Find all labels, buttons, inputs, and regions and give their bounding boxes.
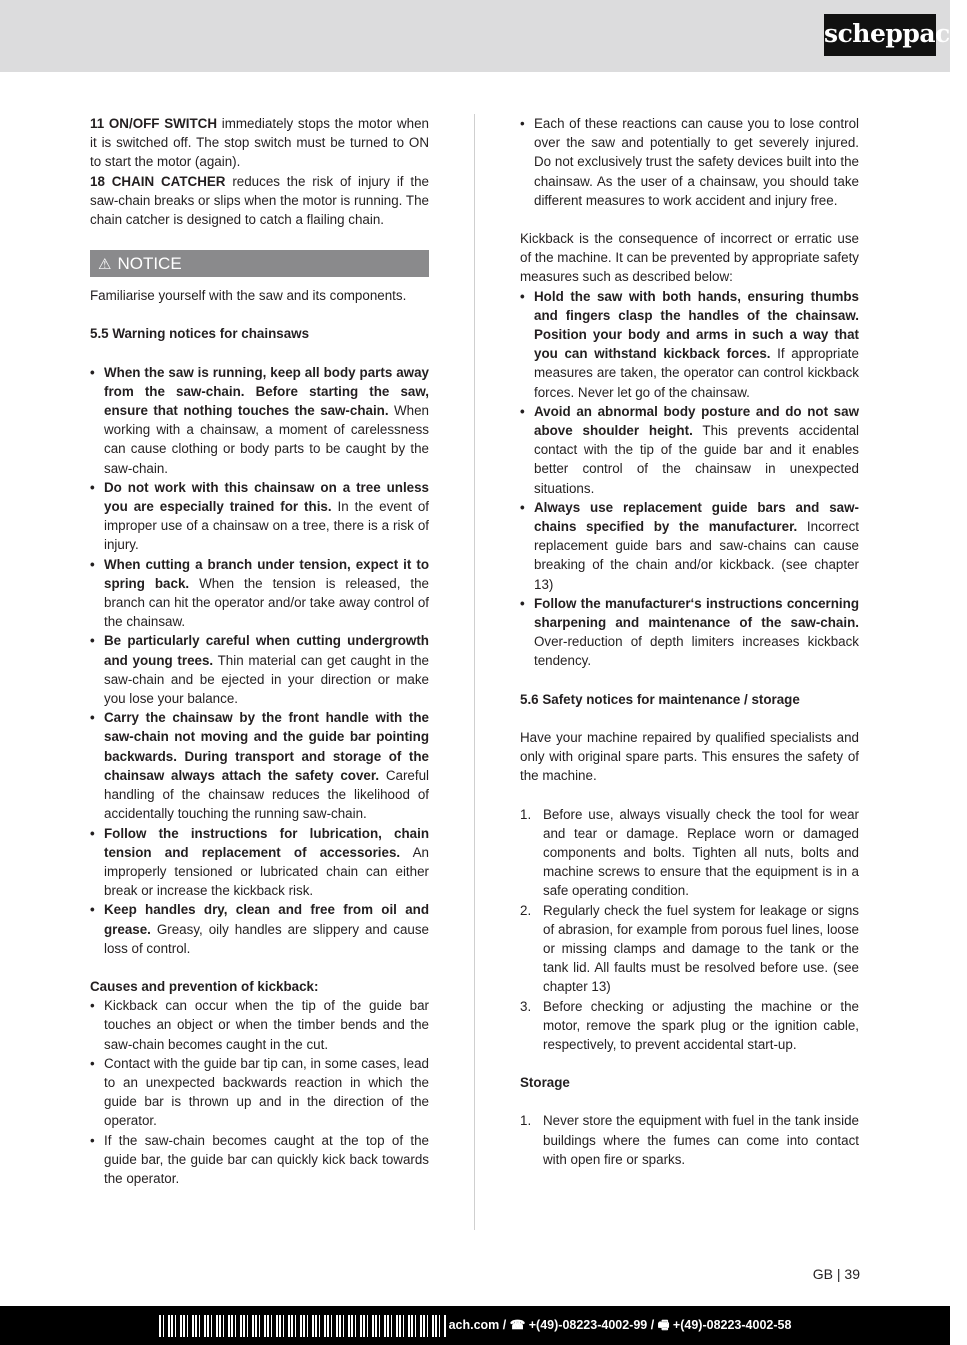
brand-logo: scheppach [824,14,936,56]
list-item: • Do not work with this chainsaw on a tree unless you are especially trained for this. In the event of improper use of a chainsaw on a tree, there is a risk of injury. [90,478,429,555]
list-item: 1. Never store the equipment with fuel in the tank inside buildings where the fumes can come into contact with open fire or sparks. [520,1113,859,1167]
storage-steps-list [520,1111,859,1169]
list-item: 3. Before checking or adjusting the machine or the motor, remove the spark plug or the ignition cable, respectively, to prevent accidental start-up. [520,998,859,1052]
footer-contact: ach.com / ☎ +(49)-08223-4002-99 / 🖷 +(49)-08223-4002-58 [448,1318,792,1332]
notice-text: Familiarise yourself with the saw and its components. [90,288,407,304]
list-item: • When the saw is running, keep all body parts away from the saw-chain. Before starting the saw, ensure that nothing touches the saw-chain. When working with a chainsaw, a moment of carelessness can cause clothing or body parts to be caught by the saw-chain. [90,363,429,478]
list-item: • Each of these reactions can cause you to lose control over the saw and potentially to get severely injured. Do not exclusively trust the safety devices built into the chainsaw. As the user of a chainsaw, you should take different measures to work accident and injury free. [520,114,859,210]
list-item: • Hold the saw with both hands, ensuring thumbs and fingers clasp the handles of the chainsaw. Position your body and arms in such a way that you can withstand kickback forces. If appropriate measures are taken, the operator can control kickback forces. Never let go of the chainsaw. [520,287,859,402]
section-title-5-6: 5.6 Safety notices for maintenance / storage [520,691,800,707]
page-number: GB | 39 [812,1266,860,1282]
barcode-icon [159,1315,447,1337]
list-item: • Kickback can occur when the tip of the guide bar touches an object or when the timber bends and the saw-chain becomes caught in the cut. [90,996,429,1054]
maintenance-intro: Have your machine repaired by qualified specialists and only with original spare parts. This ensures the safety of the machine. [520,729,859,784]
intro-chain-catcher: 18 CHAIN CATCHER reduces the risk of injury if the saw-chain breaks or slips when the motor is running. The chain catcher is designed to catch a flailing chain. [90,173,429,228]
list-item: 1. Before use, always visually check the tool for wear and tear or damage. Replace worn or damaged components and bolts. Tighten all nuts, bolts and machine screws to ensure that the equipment is in a safe operating condition. [520,806,859,899]
list-item: • Avoid an abnormal body posture and do not saw above shoulder height. This prevents accidental contact with the tip of the guide bar and it enables better control of the chainsaw in unexpected situations. [520,402,859,498]
column-divider [474,114,475,1230]
reactions-list [520,114,859,210]
kickback-causes-list [90,996,429,1188]
list-item: • Keep handles dry, clean and free from oil and grease. Greasy, oily handles are slippery and cause loss of control. [90,900,429,958]
list-item: 2. Regularly check the fuel system for leakage or signs of abrasion, for example from porous fuel lines, loose or missing clamps and damage to the tank or the tank lid. All faults must be resolved before use. (see chapter 13) [520,902,859,995]
maintenance-steps-list [520,805,859,1055]
intro-on-off-switch: 11 ON/OFF SWITCH immediately stops the motor when it is switched off. The stop switch must be turned to ON to start the motor (again). [90,116,429,170]
kickback-measures-list [520,287,859,671]
list-item: • Be particularly careful when cutting undergrowth and young trees. Thin material can get caught in the saw-chain and be ejected in your direction or make you lose your balance. [90,631,429,708]
section-title-5-5: 5.5 Warning notices for chainsaws [90,326,310,342]
kickback-intro: Kickback is the consequence of incorrect or erratic use of the machine. It can be prevented by appropriate safety measures such as described below: [520,231,859,285]
left-column [90,114,429,1188]
list-item: • Always use replacement guide bars and saw-chains specified by the manufacturer. Incorrect replacement guide bars and saw-chains can cause breaking of the chain and/or kickback. (see chapter 13) [520,498,859,594]
storage-title: Storage [520,1075,570,1091]
list-item: • Follow the manufacturer‘s instructions concerning sharpening and maintenance of the saw-chain. Over-reduction of depth limiters increases kickback tendency. [520,594,859,671]
kickback-title: Causes and prevention of kickback: [90,978,319,994]
list-item: • Contact with the guide bar tip can, in some cases, lead to an unexpected backwards reaction in which the guide bar is thrown up and in the direction of the operator. [90,1054,429,1131]
list-item: • When cutting a branch under tension, expect it to spring back. When the tension is released, the branch can hit the operator and/or take away control of the chainsaw. [90,555,429,632]
notice-banner: ⚠ NOTICE [90,250,429,277]
right-column [520,114,859,1169]
warning-list [90,363,429,958]
list-item: • Carry the chainsaw by the front handle with the saw-chain not moving and the guide bar pointing backwards. During transport and storage of the chainsaw always attach the safety cover. Careful handling of the chainsaw reduces the likelihood of accidentally touching the running saw-chain. [90,708,429,823]
list-item: • Follow the instructions for lubrication, chain tension and replacement of accessories. An improperly tensioned or lubricated chain can either break or increase the kickback risk. [90,824,429,901]
list-item: • If the saw-chain becomes caught at the top of the guide bar, the guide bar can quickly kick back towards the operator. [90,1131,429,1189]
warning-triangle-icon: ⚠ [98,256,112,274]
header-band [0,0,967,72]
footer-band [0,1306,950,1345]
